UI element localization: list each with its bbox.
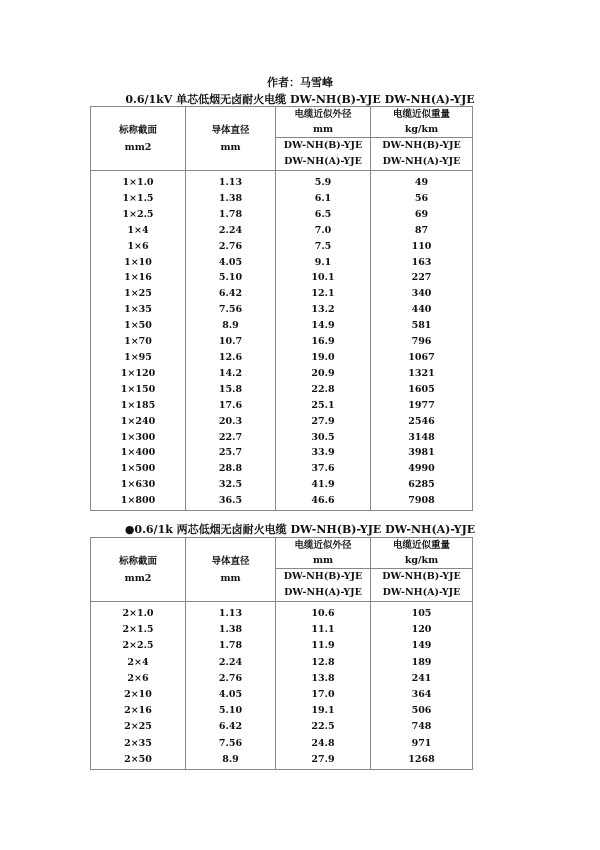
outer-diameter-cell: 27.9 [276, 752, 371, 770]
outer-diameter-cell: 11.1 [276, 622, 371, 638]
table-row [91, 398, 473, 414]
conductor-diameter-cell: 25.7 [186, 445, 276, 461]
table-row [91, 302, 473, 318]
single-core-cable-table [90, 106, 473, 511]
cross-section-cell: 1×800 [91, 493, 186, 510]
subheader-outer-diameter-models: DW-NH(B)-YJE DW-NH(A)-YJE [276, 569, 371, 602]
subheader-outer-diameter-models: DW-NH(B)-YJE DW-NH(A)-YJE [276, 138, 371, 171]
conductor-diameter-cell: 17.6 [186, 398, 276, 414]
header-outer-diameter: 电缆近似外径 mm [276, 107, 371, 138]
cross-section-cell: 1×400 [91, 445, 186, 461]
header-cross-section: 标称截面 mm2 [91, 538, 186, 602]
cross-section-cell: 1×120 [91, 366, 186, 382]
cross-section-cell: 1×150 [91, 382, 186, 398]
outer-diameter-cell: 22.5 [276, 719, 371, 735]
weight-cell: 796 [371, 334, 473, 350]
table-row [91, 318, 473, 334]
conductor-diameter-cell: 8.9 [186, 318, 276, 334]
weight-cell: 69 [371, 207, 473, 223]
conductor-diameter-cell: 2.24 [186, 223, 276, 239]
conductor-diameter-cell: 4.05 [186, 687, 276, 703]
outer-diameter-cell: 14.9 [276, 318, 371, 334]
table-row [91, 286, 473, 302]
table1-title: 0.6/1kV 单芯低烟无卤耐火电缆 DW-NH(B)-YJE DW-NH(A)-YJE [125, 93, 475, 106]
weight-cell: 7908 [371, 493, 473, 510]
outer-diameter-cell: 5.9 [276, 171, 371, 191]
cross-section-cell: 2×1.0 [91, 602, 186, 623]
conductor-diameter-cell: 5.10 [186, 270, 276, 286]
table-row [91, 602, 473, 623]
weight-cell: 105 [371, 602, 473, 623]
subheader-weight-models: DW-NH(B)-YJE DW-NH(A)-YJE [371, 569, 473, 602]
weight-cell: 120 [371, 622, 473, 638]
cross-section-cell: 1×240 [91, 414, 186, 430]
table-row [91, 687, 473, 703]
outer-diameter-cell: 33.9 [276, 445, 371, 461]
outer-diameter-cell: 9.1 [276, 255, 371, 271]
conductor-diameter-cell: 1.78 [186, 207, 276, 223]
conductor-diameter-cell: 5.10 [186, 703, 276, 719]
table-row [91, 671, 473, 687]
conductor-diameter-cell: 15.8 [186, 382, 276, 398]
outer-diameter-cell: 12.8 [276, 655, 371, 671]
weight-cell: 3148 [371, 430, 473, 446]
weight-cell: 971 [371, 736, 473, 752]
weight-cell: 440 [371, 302, 473, 318]
table-row [91, 350, 473, 366]
table-row [91, 366, 473, 382]
cross-section-cell: 1×35 [91, 302, 186, 318]
outer-diameter-cell: 10.6 [276, 602, 371, 623]
conductor-diameter-cell: 28.8 [186, 461, 276, 477]
conductor-diameter-cell: 1.38 [186, 622, 276, 638]
weight-cell: 2546 [371, 414, 473, 430]
weight-cell: 4990 [371, 461, 473, 477]
outer-diameter-cell: 16.9 [276, 334, 371, 350]
weight-cell: 1268 [371, 752, 473, 770]
header-weight: 电缆近似重量 kg/km [371, 107, 473, 138]
outer-diameter-cell: 22.8 [276, 382, 371, 398]
outer-diameter-cell: 6.5 [276, 207, 371, 223]
header-conductor-diameter: 导体直径 mm [186, 107, 276, 171]
cross-section-cell: 1×25 [91, 286, 186, 302]
outer-diameter-cell: 19.0 [276, 350, 371, 366]
conductor-diameter-cell: 36.5 [186, 493, 276, 510]
outer-diameter-cell: 25.1 [276, 398, 371, 414]
conductor-diameter-cell: 14.2 [186, 366, 276, 382]
outer-diameter-cell: 12.1 [276, 286, 371, 302]
cross-section-cell: 1×185 [91, 398, 186, 414]
weight-cell: 340 [371, 286, 473, 302]
outer-diameter-cell: 20.9 [276, 366, 371, 382]
cross-section-cell: 2×16 [91, 703, 186, 719]
outer-diameter-cell: 13.8 [276, 671, 371, 687]
conductor-diameter-cell: 10.7 [186, 334, 276, 350]
table-row [91, 334, 473, 350]
weight-cell: 110 [371, 239, 473, 255]
cross-section-cell: 1×300 [91, 430, 186, 446]
cross-section-cell: 2×2.5 [91, 638, 186, 654]
weight-cell: 56 [371, 191, 473, 207]
table-row [91, 477, 473, 493]
conductor-diameter-cell: 20.3 [186, 414, 276, 430]
weight-cell: 1067 [371, 350, 473, 366]
header-conductor-diameter: 导体直径 mm [186, 538, 276, 602]
cross-section-cell: 2×10 [91, 687, 186, 703]
table-row [91, 255, 473, 271]
weight-cell: 227 [371, 270, 473, 286]
header-cross-section: 标称截面 mm2 [91, 107, 186, 171]
two-core-cable-table [90, 537, 473, 770]
weight-cell: 189 [371, 655, 473, 671]
outer-diameter-cell: 37.6 [276, 461, 371, 477]
conductor-diameter-cell: 6.42 [186, 286, 276, 302]
cross-section-cell: 2×35 [91, 736, 186, 752]
author-line: 作者：马雪峰 [267, 76, 333, 89]
table-row [91, 493, 473, 510]
subheader-weight-models: DW-NH(B)-YJE DW-NH(A)-YJE [371, 138, 473, 171]
cross-section-cell: 1×50 [91, 318, 186, 334]
cross-section-cell: 1×1.5 [91, 191, 186, 207]
outer-diameter-cell: 30.5 [276, 430, 371, 446]
table-row [91, 719, 473, 735]
cross-section-cell: 1×1.0 [91, 171, 186, 191]
outer-diameter-cell: 24.8 [276, 736, 371, 752]
cross-section-cell: 1×6 [91, 239, 186, 255]
conductor-diameter-cell: 4.05 [186, 255, 276, 271]
weight-cell: 364 [371, 687, 473, 703]
weight-cell: 581 [371, 318, 473, 334]
conductor-diameter-cell: 32.5 [186, 477, 276, 493]
outer-diameter-cell: 7.5 [276, 239, 371, 255]
outer-diameter-cell: 13.2 [276, 302, 371, 318]
weight-cell: 149 [371, 638, 473, 654]
conductor-diameter-cell: 1.13 [186, 602, 276, 623]
table-row [91, 223, 473, 239]
table-row [91, 622, 473, 638]
cross-section-cell: 1×2.5 [91, 207, 186, 223]
table-row [91, 752, 473, 770]
weight-cell: 6285 [371, 477, 473, 493]
conductor-diameter-cell: 12.6 [186, 350, 276, 366]
weight-cell: 748 [371, 719, 473, 735]
weight-cell: 506 [371, 703, 473, 719]
cross-section-cell: 1×95 [91, 350, 186, 366]
weight-cell: 241 [371, 671, 473, 687]
table-row [91, 655, 473, 671]
table-row [91, 382, 473, 398]
conductor-diameter-cell: 2.24 [186, 655, 276, 671]
outer-diameter-cell: 41.9 [276, 477, 371, 493]
outer-diameter-cell: 46.6 [276, 493, 371, 510]
conductor-diameter-cell: 2.76 [186, 239, 276, 255]
cross-section-cell: 1×630 [91, 477, 186, 493]
table-row [91, 270, 473, 286]
cross-section-cell: 1×10 [91, 255, 186, 271]
table-row [91, 239, 473, 255]
outer-diameter-cell: 10.1 [276, 270, 371, 286]
conductor-diameter-cell: 2.76 [186, 671, 276, 687]
conductor-diameter-cell: 1.78 [186, 638, 276, 654]
header-weight: 电缆近似重量 kg/km [371, 538, 473, 569]
table-row [91, 445, 473, 461]
conductor-diameter-cell: 6.42 [186, 719, 276, 735]
table-row [91, 461, 473, 477]
table-row [91, 430, 473, 446]
table-row [91, 414, 473, 430]
weight-cell: 1605 [371, 382, 473, 398]
cross-section-cell: 2×1.5 [91, 622, 186, 638]
table-row [91, 736, 473, 752]
conductor-diameter-cell: 7.56 [186, 736, 276, 752]
cross-section-cell: 1×16 [91, 270, 186, 286]
conductor-diameter-cell: 7.56 [186, 302, 276, 318]
outer-diameter-cell: 27.9 [276, 414, 371, 430]
outer-diameter-cell: 19.1 [276, 703, 371, 719]
outer-diameter-cell: 6.1 [276, 191, 371, 207]
cross-section-cell: 2×6 [91, 671, 186, 687]
cross-section-cell: 2×25 [91, 719, 186, 735]
weight-cell: 49 [371, 171, 473, 191]
header-outer-diameter: 电缆近似外径 mm [276, 538, 371, 569]
conductor-diameter-cell: 8.9 [186, 752, 276, 770]
conductor-diameter-cell: 22.7 [186, 430, 276, 446]
table-row [91, 171, 473, 191]
conductor-diameter-cell: 1.38 [186, 191, 276, 207]
conductor-diameter-cell: 1.13 [186, 171, 276, 191]
table-row [91, 638, 473, 654]
cross-section-cell: 1×4 [91, 223, 186, 239]
table-row [91, 207, 473, 223]
cross-section-cell: 2×4 [91, 655, 186, 671]
cross-section-cell: 1×500 [91, 461, 186, 477]
table2-title: ●0.6/1k 两芯低烟无卤耐火电缆 DW-NH(B)-YJE DW-NH(A)-YJE [124, 523, 476, 536]
weight-cell: 3981 [371, 445, 473, 461]
outer-diameter-cell: 7.0 [276, 223, 371, 239]
weight-cell: 1321 [371, 366, 473, 382]
table-row [91, 703, 473, 719]
cross-section-cell: 2×50 [91, 752, 186, 770]
weight-cell: 87 [371, 223, 473, 239]
outer-diameter-cell: 11.9 [276, 638, 371, 654]
table-row [91, 191, 473, 207]
outer-diameter-cell: 17.0 [276, 687, 371, 703]
weight-cell: 1977 [371, 398, 473, 414]
cross-section-cell: 1×70 [91, 334, 186, 350]
weight-cell: 163 [371, 255, 473, 271]
